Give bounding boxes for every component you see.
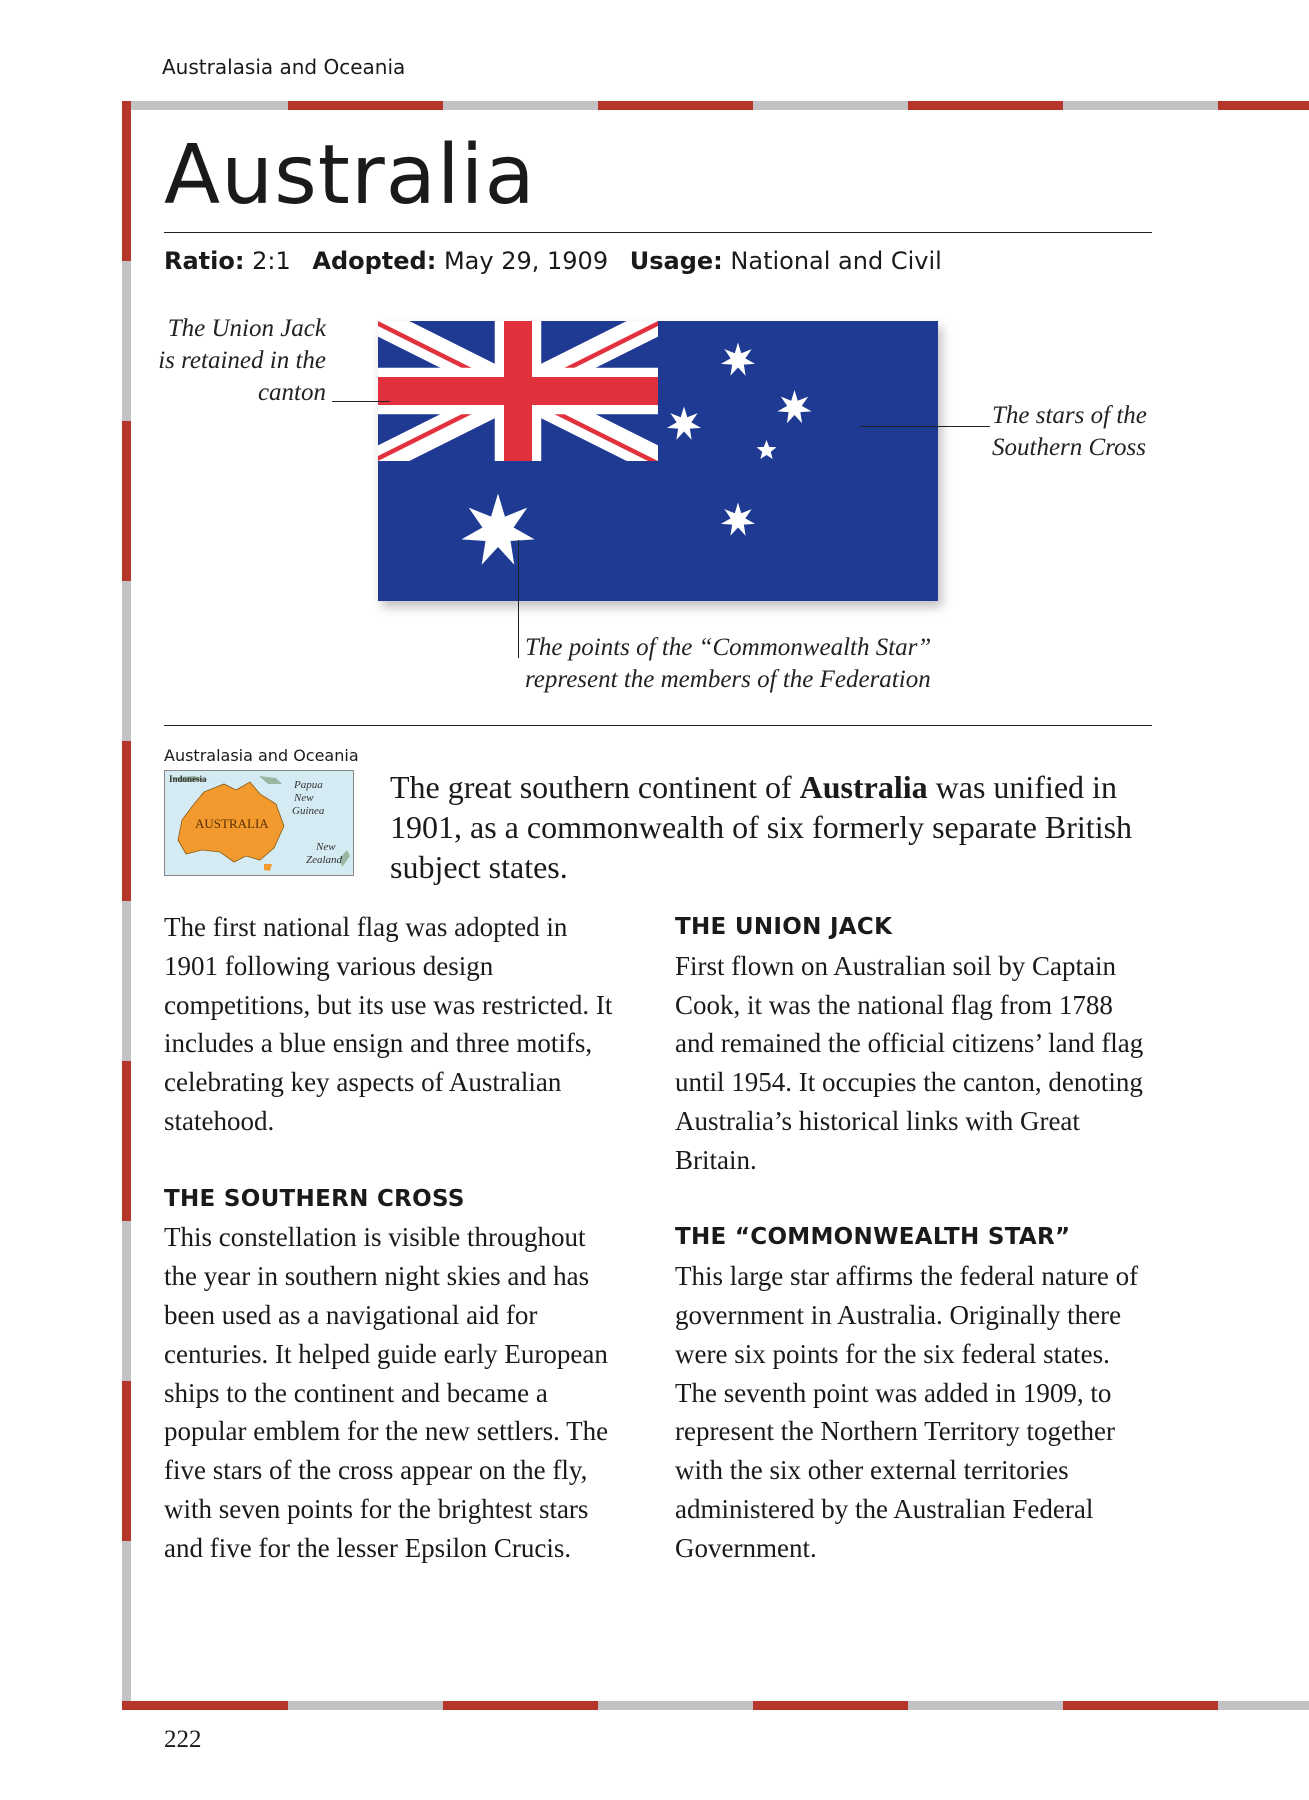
usage-value: National and Civil: [730, 247, 942, 275]
body-paragraph-first-flag: The first national flag was adopted in 1901 following various design competitions, but its use was restricted. It includes a blue ensign and three motifs, celebrating key aspects of Australian statehood.: [164, 912, 613, 1136]
body-paragraph-union-jack: First flown on Australian soil by Captain Cook, it was the national flag from 1788 and remained the official citizens’ land flag until 1954. It occupies the canton, denoting Australia’s historical links with Great Britain.: [675, 950, 1144, 1175]
intro-paragraph: [390, 767, 1150, 887]
callout-commonwealth-star: The points of the “Commonwealth Star” represent the members of the Federation: [525, 634, 932, 693]
frame-bottom-border: [122, 1701, 1309, 1710]
png-line-1: Papua: [294, 779, 323, 791]
frame-left-border: [122, 101, 131, 1710]
leader-line-commonwealth: [518, 540, 519, 658]
heading-union-jack: THE UNION JACK: [675, 914, 893, 940]
leader-line-union: [332, 401, 390, 402]
ratio-value: 2:1: [252, 247, 291, 275]
locator-map: [164, 770, 354, 876]
flag-meta-line: [164, 247, 942, 275]
nz-line-1: New: [316, 841, 336, 853]
intro-text-before: The great southern continent of: [390, 769, 800, 805]
map-label-australia: AUSTRALIA: [195, 816, 269, 831]
map-label-indonesia: Indonesia: [169, 774, 207, 784]
leader-line-stars: [860, 426, 990, 427]
adopted-value: May 29, 1909: [443, 247, 609, 275]
section-divider: [164, 725, 1152, 726]
frame-top-border: [122, 101, 1309, 110]
callout-union-jack: The Union Jack is retained in the canton: [158, 315, 326, 406]
body-paragraph-commonwealth-star: This large star affirms the federal nature of government in Australia. Originally there were six points for the six federal states. The seventh point was added in 1909, to represent the Northern Territory together with the six other external territories administered by the Australian Federal Government.: [675, 1261, 1139, 1563]
title-divider: [164, 232, 1152, 233]
callout-southern-cross: The stars of the Southern Cross: [992, 402, 1147, 461]
right-column: [675, 908, 1155, 1568]
intro-text-after: was unified in 1901, as a commonwealth of six formerly separate British subject states.: [390, 769, 1133, 885]
body-paragraph-southern-cross: This constellation is visible throughout the year in southern night skies and has been used as a navigational aid for centuries. It helped guide early European ships to the continent and became a popular emblem for the new settlers. The five stars of the cross appear on the fly, with seven points for the brightest stars and five for the lesser Epsilon Crucis.: [164, 1222, 609, 1563]
adopted-label: Adopted:: [312, 247, 437, 275]
locator-label: Australasia and Oceania: [164, 746, 359, 765]
australian-flag: [378, 321, 938, 601]
left-column: [164, 908, 614, 1568]
page-title: Australia: [164, 128, 536, 223]
heading-southern-cross: THE SOUTHERN CROSS: [164, 1185, 465, 1212]
nz-line-2: Zealand: [306, 854, 343, 866]
section-header: Australasia and Oceania: [162, 55, 406, 79]
ratio-label: Ratio:: [164, 247, 245, 275]
png-line-3: Guinea: [292, 805, 325, 817]
page-number: 222: [164, 1726, 202, 1753]
intro-country-name: Australia: [799, 769, 928, 805]
usage-label: Usage:: [629, 247, 723, 275]
png-line-2: New: [294, 792, 314, 804]
heading-commonwealth-star: THE “COMMONWEALTH STAR”: [675, 1224, 1071, 1251]
union-jack-canton: [378, 321, 658, 461]
